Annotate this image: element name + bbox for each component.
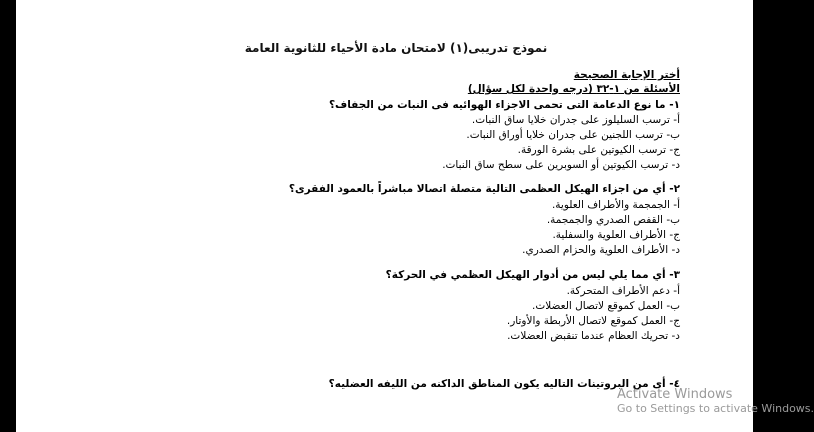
question-3-option-c: ج- العمل كموقع لاتصال الأربطة والأوتار. [506, 315, 680, 327]
question-1-option-d: د- ترسب الكيوتين أو السوبرين على سطح ساق النبات. [442, 159, 680, 171]
question-1-option-b: ب- ترسب اللجنين على جدران خلايا أوراق النبات. [466, 129, 680, 141]
activate-windows-subtext: Go to Settings to activate Windows. [617, 402, 814, 415]
question-2-option-c: ج- الأطراف العلوية والسفلية. [552, 229, 680, 241]
question-1: ١- ما نوع الدعامة التى تحمى الاجزاء الهوائيه فى النبات من الجفاف؟ [328, 99, 680, 111]
question-1-option-c: ج- ترسب الكيوتين على بشرة الورقة. [517, 144, 680, 156]
question-4: ٤- أى من البروتينات التاليه يكون المناطق الداكنه من الليفه العضليه؟ [328, 378, 680, 390]
question-3: ٣- أي مما يلي ليس من أدوار الهيكل العظمي في الحركة؟ [385, 269, 680, 281]
question-3-option-b: ب- العمل كموقع لاتصال العضلات. [532, 300, 680, 312]
question-3-option-d: د- تحريك العظام عندما تنقبض العضلات. [507, 330, 680, 342]
document-page [16, 0, 753, 432]
section-heading: أختر الإجابة الصحيحة [573, 69, 680, 81]
activate-windows-watermark: Activate Windows [617, 387, 733, 402]
question-2-option-a: أ- الجمجمة والأطراف العلوية. [551, 199, 680, 211]
question-2-option-b: ب- القفص الصدري والجمجمة. [546, 214, 680, 226]
instruction-text: الأسئلة من ١-٣٢ (درجه واحدة لكل سؤال) [467, 83, 680, 95]
question-2-option-d: د- الأطراف العلوية والحزام الصدري. [522, 244, 680, 256]
question-2: ٢- أي من اجزاء الهيكل العظمى التالية متصلة اتصالا مباشراً بالعمود الفقرى؟ [288, 183, 680, 195]
document-title: نموذج تدريبى(١) لامتحان مادة الأحياء للثانوية العامة [244, 41, 548, 55]
question-3-option-a: أ- دعم الأطراف المتحركة. [566, 285, 680, 297]
question-1-option-a: أ- ترسب السليلوز على جدران خلايا ساق النبات. [471, 114, 680, 126]
